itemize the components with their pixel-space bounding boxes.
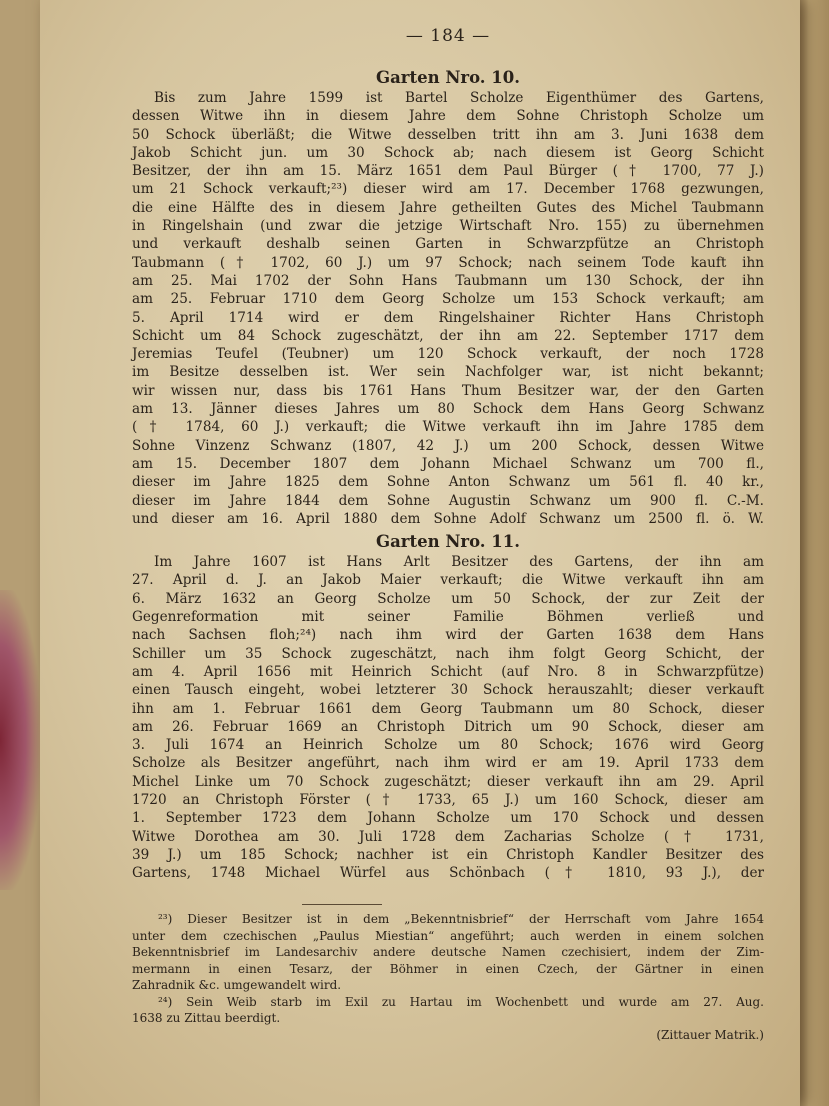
book-gutter [795, 0, 829, 1106]
text-line: nach Sachsen floh;²⁴) nach ihm wird der Garten 1638 dem Hans [132, 627, 764, 644]
footnote-line: ²⁴) Sein Weib starb im Exil zu Hartau im Wochenbett und wurde am 27. Aug. [158, 994, 764, 1009]
text-line: 5. April 1714 wird er dem Ringelshainer Richter Hans Christoph [132, 309, 764, 326]
text-line: Scholze als Besitzer angeführt, nach ihm wird er am 19. April 1733 dem [132, 755, 764, 772]
text-line: 27. April d. J. an Jakob Maier verkauft; die Witwe verkauft ihn am [132, 572, 764, 589]
text-line: Gartens, 1748 Michael Würfel aus Schönbach († 1810, 93 J.), der [132, 865, 764, 882]
page-edge-shadow [0, 590, 40, 890]
text-line: Witwe Dorothea am 30. Juli 1728 dem Zacharias Scholze († 1731, [132, 828, 764, 845]
footnote-line: ²³) Dieser Besitzer ist in dem „Bekenntnisbrief“ der Herrschaft vom Jahre 1654 [158, 912, 764, 927]
text-line: in Ringelshain (und zwar die jetzige Wirtschaft Nro. 155) zu übernehmen [132, 218, 764, 235]
text-line: 39 J.) um 185 Schock; nachher ist ein Christoph Kandler Besitzer des [132, 846, 764, 863]
section-body [132, 89, 764, 528]
text-line: dieser im Jahre 1844 dem Sohne Augustin Schwanz um 900 fl. C.-M. [132, 492, 764, 509]
text-line: 50 Schock überläßt; die Witwe desselben tritt ihn am 3. Juni 1638 dem [132, 126, 764, 143]
footnote-line: mermann in einen Tesarz, der Böhmer in einen Czech, der Gärtner in einen [132, 961, 764, 976]
section-garten-11 [132, 532, 764, 882]
text-line: Im Jahre 1607 ist Hans Arlt Besitzer des Gartens, der ihn am [154, 554, 764, 571]
section-heading: Garten Nro. 11. [375, 532, 521, 552]
text-line: am 25. Februar 1710 dem Georg Scholze um 153 Schock verkauft; am [132, 291, 764, 308]
text-line: am 25. Mai 1702 der Sohn Hans Taubmann um 130 Schock, der ihn [132, 272, 764, 289]
section-garten-10 [132, 68, 764, 528]
text-line: am 26. Februar 1669 an Christoph Ditrich um 90 Schock, dieser am [132, 718, 764, 735]
text-line: Bis zum Jahre 1599 ist Bartel Scholze Eigenthümer des Gartens, [154, 90, 764, 106]
footnote-source: (Zittauer Matrik.) [656, 1027, 764, 1042]
text-line: die eine Hälfte des in diesem Jahre getheilten Gutes des Michel Taubmann [132, 199, 764, 216]
footnotes [132, 911, 764, 1043]
footnote-divider [302, 904, 382, 905]
text-line: ihn am 1. Februar 1661 dem Georg Taubmann um 80 Schock, dieser [132, 700, 764, 717]
footnote-line: 1638 zu Zittau beerdigt. [132, 1011, 281, 1026]
text-line: um 21 Schock verkauft;²³) dieser wird am 17. December 1768 gezwungen, [132, 181, 764, 198]
text-line: 1720 an Christoph Förster († 1733, 65 J.) um 160 Schock, dieser am [132, 791, 764, 808]
page-content [132, 26, 764, 1043]
text-line: wir wissen nur, dass bis 1761 Hans Thum Besitzer war, der den Garten [132, 382, 764, 399]
footnote-line: unter dem czechischen „Paulus Miestian“ angeführt; auch werden in einem solchen [132, 928, 764, 943]
footnote-line: Bekenntnisbrief im Landesarchiv andere deutsche Namen czechisiert, indem der Zim- [132, 945, 764, 960]
text-line: Besitzer, der ihn am 15. März 1651 dem Paul Bürger († 1700, 77 J.) [132, 163, 764, 180]
text-line: Michel Linke um 70 Schock zugeschätzt; dieser verkauft ihn am 29. April [132, 773, 764, 790]
footnote-line: Zahradnik &c. umgewandelt wird. [132, 978, 342, 993]
text-line: am 15. December 1807 dem Johann Michael Schwanz um 700 fl., [132, 455, 764, 472]
text-line: Schiller um 35 Schock zugeschätzt, nach ihm folgt Georg Schicht, der [132, 645, 764, 662]
text-line: einen Tausch eingeht, wobei letzterer 30 Schock herauszahlt; dieser verkauft [132, 682, 764, 699]
text-line: und dieser am 16. April 1880 dem Sohne Adolf Schwanz um 2500 fl. ö. W. [132, 510, 764, 527]
text-line: 6. März 1632 an Georg Scholze um 50 Schock, der zur Zeit der [132, 590, 764, 607]
text-line: am 13. Jänner dieses Jahres um 80 Schock dem Hans Georg Schwanz [132, 401, 764, 418]
text-line: Jeremias Teufel (Teubner) um 120 Schock verkauft, der noch 1728 [132, 346, 764, 363]
text-line: († 1784, 60 J.) verkauft; die Witwe verkauft ihn im Jahre 1785 dem [132, 419, 764, 436]
text-line: und verkauft deshalb seinen Garten in Schwarzpfütze an Christoph [132, 236, 764, 253]
page-number: — 184 — [405, 26, 491, 46]
book-page [40, 0, 800, 1106]
text-line: Jakob Schicht jun. um 30 Schock ab; nach diesem ist Georg Schicht [132, 144, 764, 161]
text-line: dieser im Jahre 1825 dem Sohne Anton Schwanz um 561 fl. 40 kr., [132, 474, 764, 491]
text-line: dessen Witwe ihn in diesem Jahre dem Sohne Christoph Scholze um [132, 108, 764, 125]
text-line: 3. Juli 1674 an Heinrich Scholze um 80 Schock; 1676 wird Georg [132, 737, 764, 754]
section-body [132, 553, 764, 882]
text-line: Schicht um 84 Schock zugeschätzt, der ihn am 22. September 1717 dem [132, 327, 764, 344]
text-line: am 4. April 1656 mit Heinrich Schicht (auf Nro. 8 in Schwarzpfütze) [132, 663, 764, 680]
section-heading: Garten Nro. 10. [375, 68, 521, 87]
text-line: Sohne Vinzenz Schwanz (1807, 42 J.) um 200 Schock, dessen Witwe [132, 437, 764, 454]
text-line: Gegenreformation mit seiner Familie Böhmen verließ und [132, 609, 764, 626]
text-line: Taubmann († 1702, 60 J.) um 97 Schock; nach seinem Tode kauft ihn [132, 254, 764, 271]
text-line: im Besitze desselben ist. Wer sein Nachfolger war, ist nicht bekannt; [132, 364, 764, 381]
text-line: 1. September 1723 dem Johann Scholze um 170 Schock und dessen [132, 810, 764, 827]
